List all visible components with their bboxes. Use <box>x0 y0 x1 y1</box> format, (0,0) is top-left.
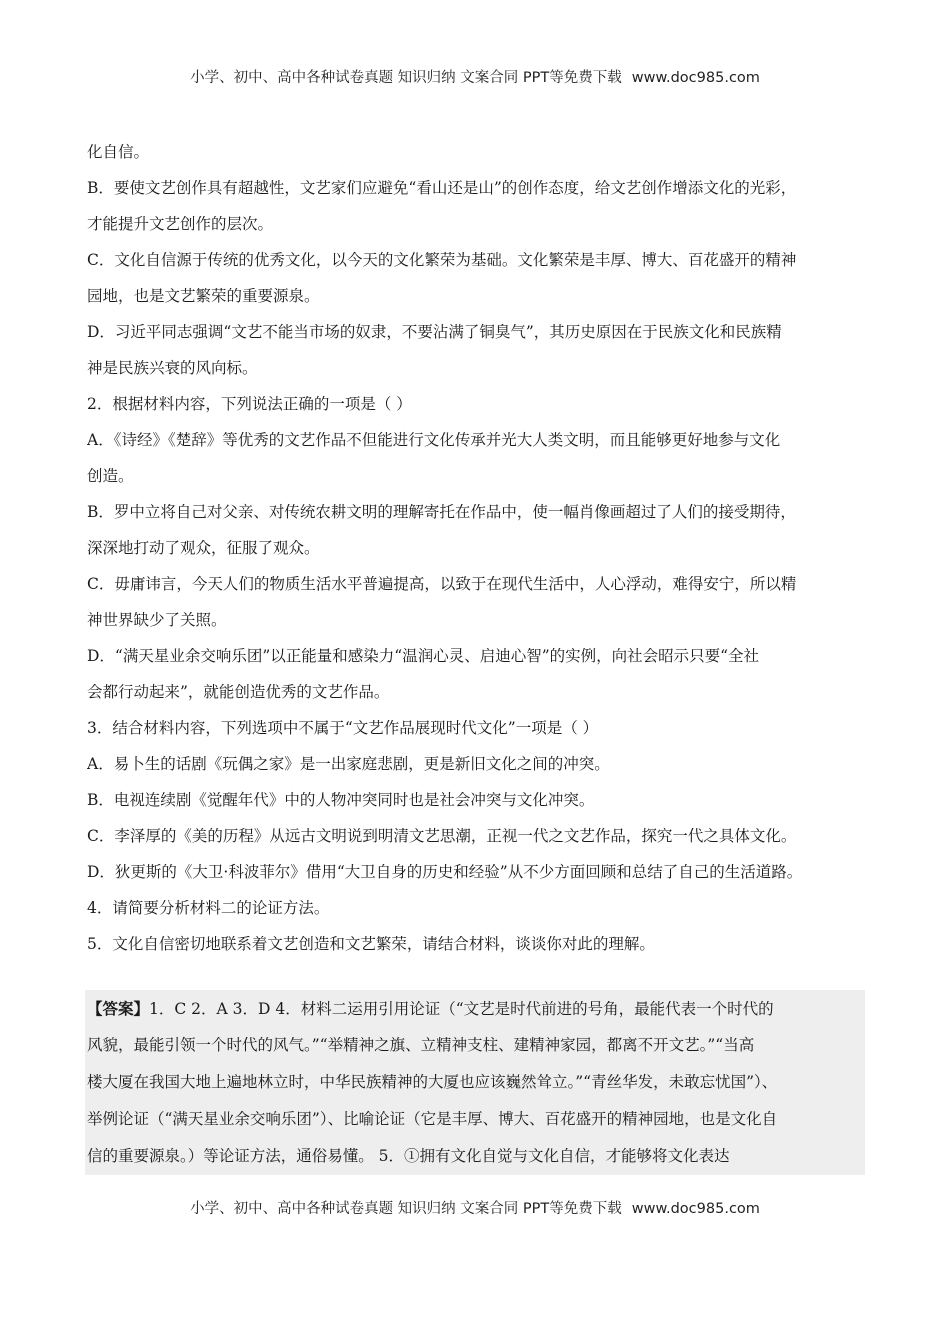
option-d-q1: D．习近平同志强调“文艺不能当市场的奴隶，不要沾满了铜臭气”，其历史原因在于民族文化和民族精 <box>87 323 782 341</box>
text-line: 神是民族兴衰的风向标。 <box>87 359 258 377</box>
option-c-q3: C．李泽厚的《美的历程》从远古文明说到明清文艺思潮，正视一代之文艺作品，探究一代之具体文化。 <box>87 827 797 845</box>
answer-text: 1．C 2．A 3．D 4．材料二运用引用论证（“文艺是时代前进的号角，最能代表一个时代的 <box>149 1000 774 1018</box>
question-3: 3．结合材料内容，下列选项中不属于“文艺作品展现时代文化”一项是（ ） <box>87 719 599 737</box>
answer-line: 信的重要源泉。）等论证方法，通俗易懂。 5．①拥有文化自觉与文化自信，才能够将文化表达 <box>87 1147 730 1165</box>
option-a-q2: A．《诗经》《楚辞》等优秀的文艺作品不但能进行文化传承并光大人类文明，而且能够更好地参与文化 <box>87 431 781 449</box>
footer-url[interactable]: www.doc985.com <box>631 1201 760 1217</box>
question-2: 2．根据材料内容，下列说法正确的一项是（ ） <box>87 395 412 413</box>
text-line: 深深地打动了观众，征服了观众。 <box>87 539 320 557</box>
option-b-q1: B．要使文艺创作具有超越性，文艺家们应避免“看山还是山”的创作态度，给文艺创作增添文化的光彩， <box>87 179 797 197</box>
text-line: 才能提升文艺创作的层次。 <box>87 215 274 233</box>
answer-line <box>87 990 865 1027</box>
option-a-q3: A．易卜生的话剧《玩偶之家》是一出家庭悲剧，更是新旧文化之间的冲突。 <box>87 755 610 773</box>
answer-line: 楼大厦在我国大地上遍地林立时，中华民族精神的大厦也应该巍然耸立。”“青丝华发，未敢忘忧国”）、 <box>87 1073 778 1091</box>
footer-text: 小学、初中、高中各种试卷真题 知识归纳 文案合同 PPT等免费下载 <box>190 1201 622 1217</box>
option-b-q2: B．罗中立将自己对父亲、对传统农耕文明的理解寄托在作品中，使一幅肖像画超过了人们的接受期待， <box>87 503 796 521</box>
header-url[interactable]: www.doc985.com <box>631 70 760 86</box>
site-header <box>0 66 950 87</box>
text-line: 会都行动起来”，就能创造优秀的文艺作品。 <box>87 683 390 701</box>
option-b-q3: B．电视连续剧《觉醒年代》中的人物冲突同时也是社会冲突与文化冲突。 <box>87 791 595 809</box>
site-footer <box>0 1197 950 1218</box>
text-line: 神世界缺少了关照。 <box>87 611 227 629</box>
text-line: 化自信。 <box>87 143 150 161</box>
option-c-q2: C．毋庸讳言，今天人们的物质生活水平普遍提高，以致于在现代生活中，人心浮动，难得安宁，所以精 <box>87 575 797 593</box>
option-d-q3: D．狄更斯的《大卫·科波菲尔》借用“大卫自身的历史和经验”从不少方面回顾和总结了自己的生活道路。 <box>87 863 803 881</box>
answer-label: 【答案】 <box>87 999 150 1018</box>
document-body <box>87 134 867 1175</box>
question-4: 4．请简要分析材料二的论证方法。 <box>87 899 330 917</box>
option-d-q2: D．“满天星业余交响乐团”以正能量和感染力“温润心灵、启迪心智”的实例，向社会昭示只要“全社 <box>87 647 760 665</box>
option-c-q1: C．文化自信源于传统的优秀文化，以今天的文化繁荣为基础。文化繁荣是丰厚、博大、百花盛开的精神 <box>87 251 797 269</box>
answer-block <box>85 990 865 1175</box>
text-line: 园地，也是文艺繁荣的重要源泉。 <box>87 287 320 305</box>
answer-line: 举例论证（“满天星业余交响乐团”）、比喻论证（它是丰厚、博大、百花盛开的精神园地，也是文化自 <box>87 1110 778 1128</box>
question-5: 5．文化自信密切地联系着文艺创造和文艺繁荣，请结合材料，谈谈你对此的理解。 <box>87 935 655 953</box>
answer-line: 风貌，最能引领一个时代的风气。”“举精神之旗、立精神支柱、建精神家园，都离不开文艺。”“当高 <box>87 1036 755 1054</box>
text-line: 创造。 <box>87 467 134 485</box>
header-text: 小学、初中、高中各种试卷真题 知识归纳 文案合同 PPT等免费下载 <box>190 70 622 86</box>
